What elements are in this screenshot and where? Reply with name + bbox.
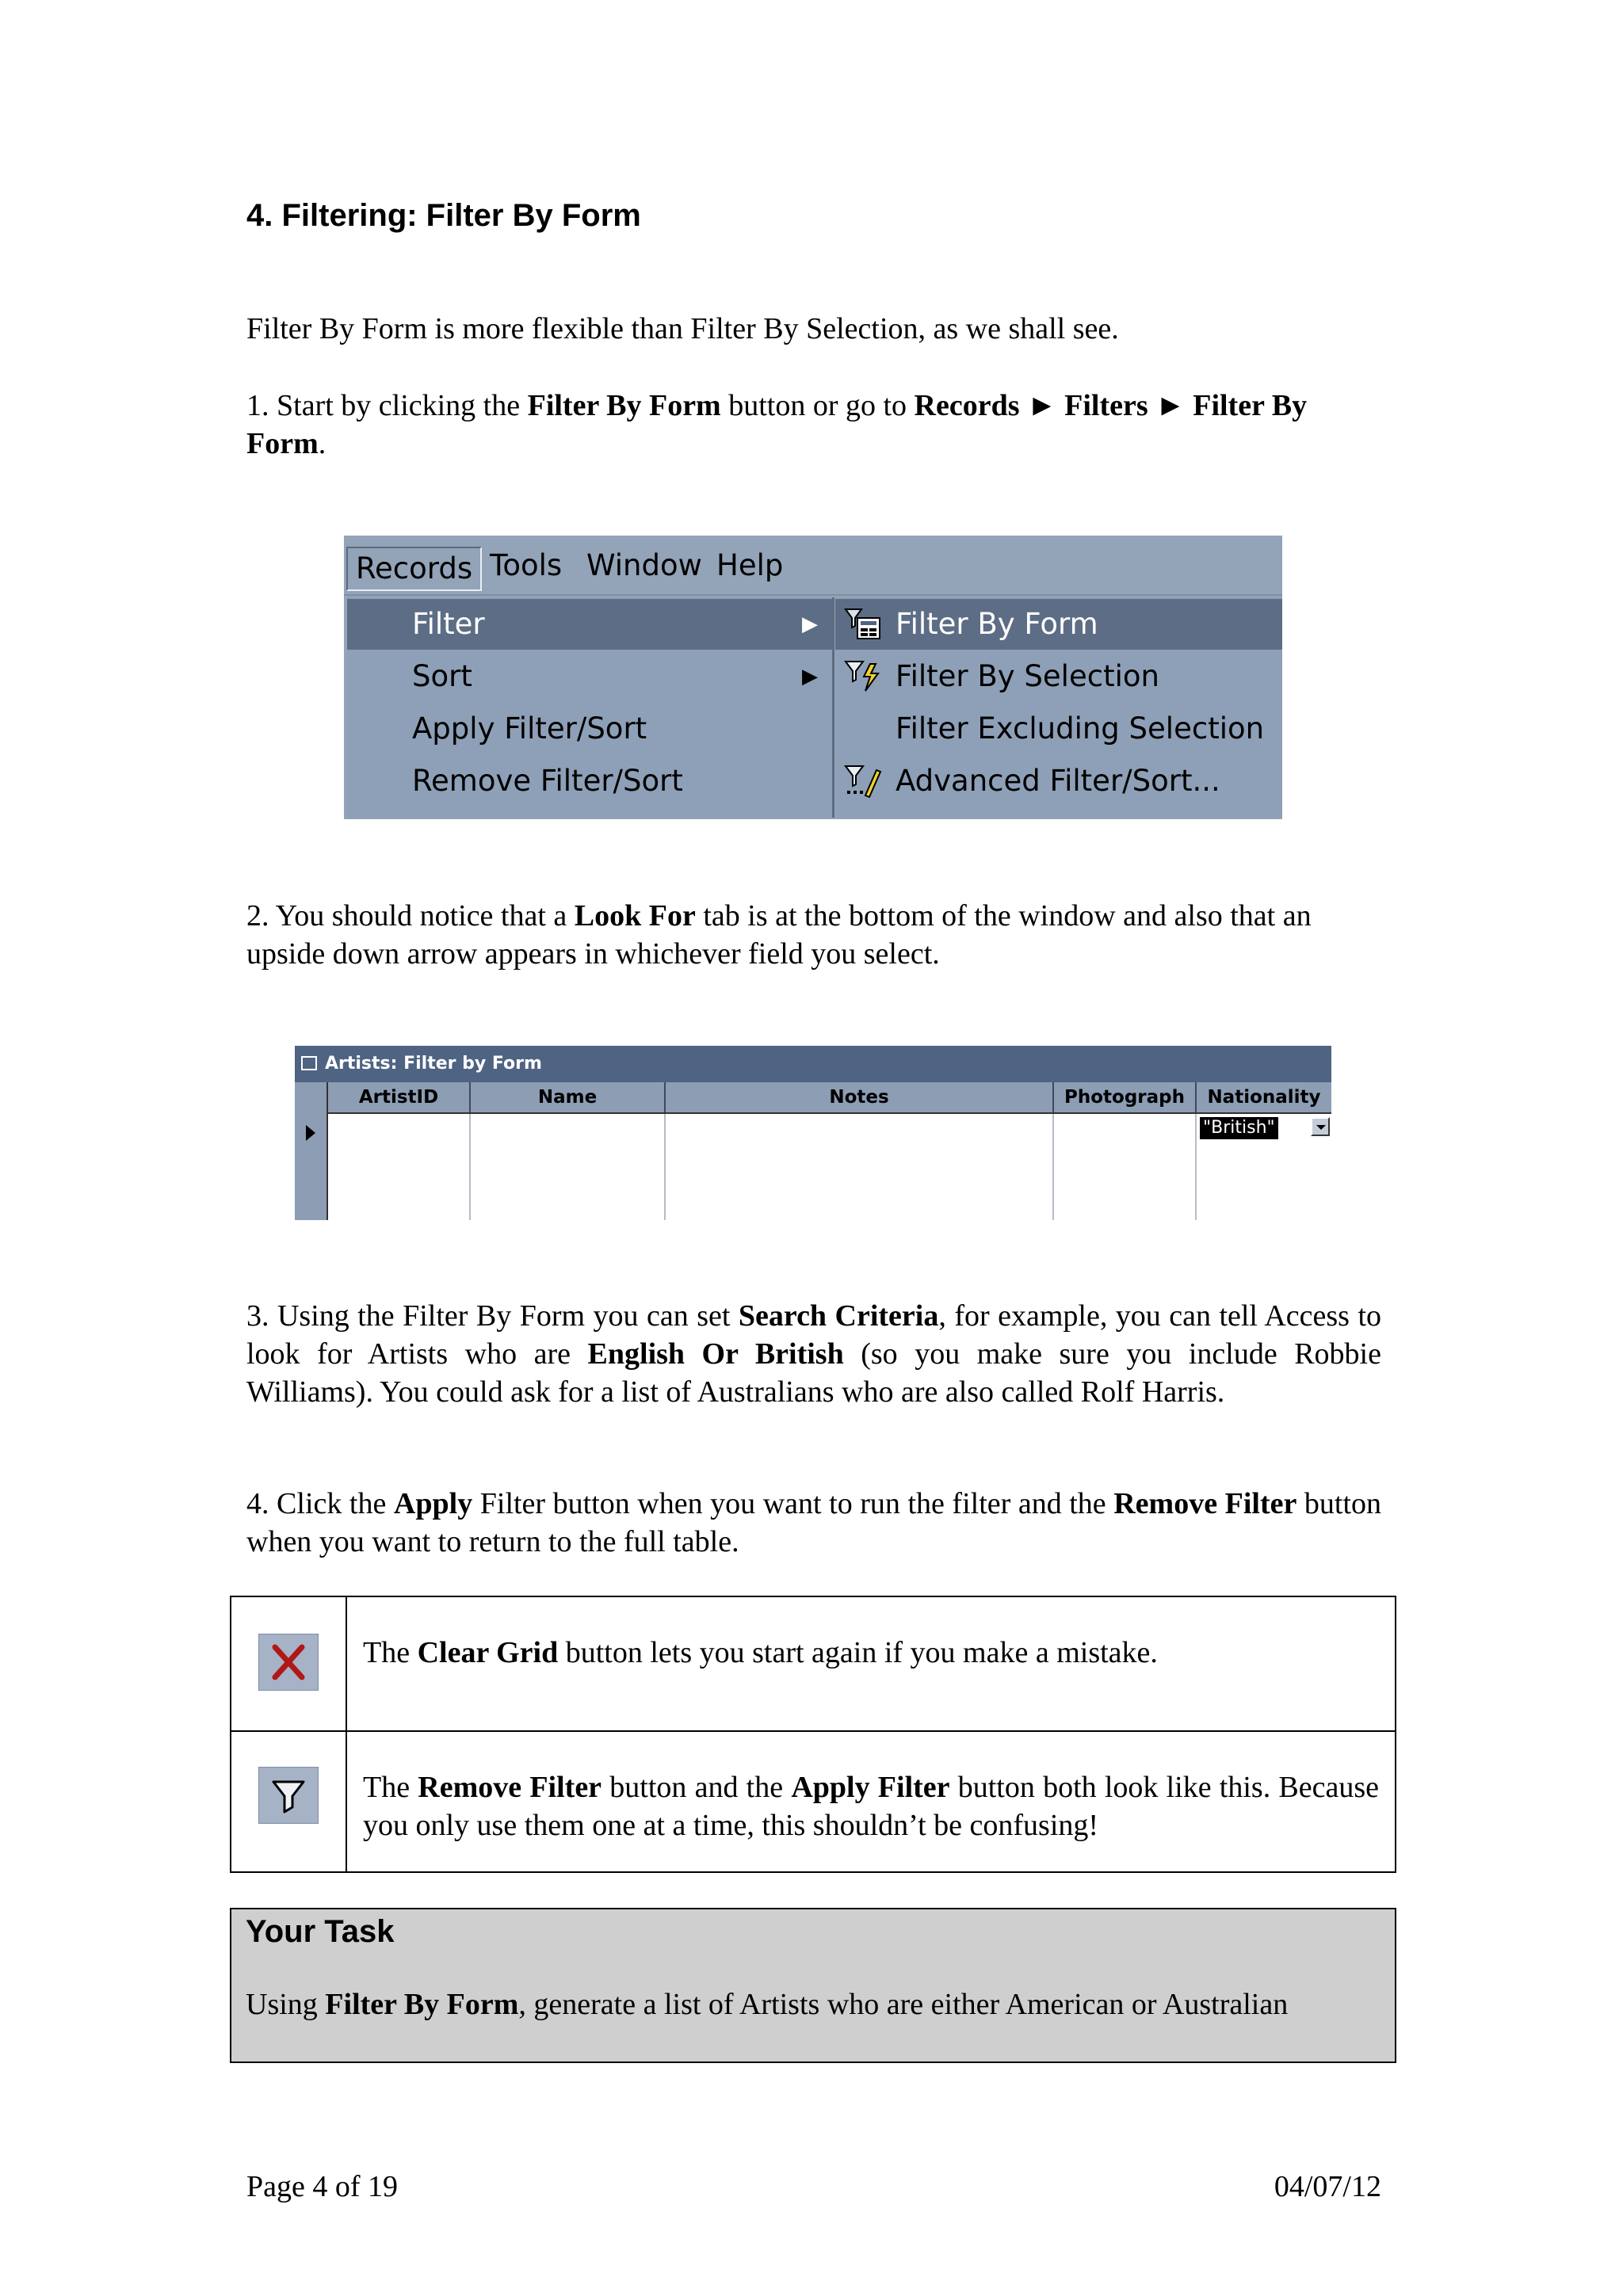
menu-item-label: Apply Filter/Sort — [412, 711, 647, 746]
column-header-name[interactable]: Name — [471, 1082, 666, 1112]
records-dropdown — [347, 597, 834, 818]
submenu-arrow-icon: ▶ — [802, 612, 818, 636]
clear-grid-description: The Clear Grid button lets you start again if you make a mistake. — [346, 1596, 1396, 1731]
grid-title-bar — [295, 1046, 1331, 1082]
menu-bar — [344, 536, 1282, 596]
submenu-arrow-icon: ▶ — [802, 665, 818, 688]
your-task-box — [230, 1908, 1396, 2063]
filter-submenu — [835, 597, 1282, 818]
cell-artistid[interactable] — [328, 1114, 471, 1220]
filter-by-form-grid-screenshot — [295, 1046, 1331, 1220]
step-4-paragraph: 4. Click the Apply Filter button when you want to run the filter and the Remove Filter button when you want to return to the full table. — [246, 1487, 1382, 1558]
table-row — [231, 1596, 1396, 1731]
column-header-notes[interactable]: Notes — [666, 1082, 1054, 1112]
page-number: Page 4 of 19 — [246, 2170, 399, 2203]
datasheet-icon — [301, 1056, 317, 1070]
cell-name[interactable] — [471, 1114, 666, 1220]
column-header-artistid[interactable]: ArtistID — [328, 1082, 471, 1112]
task-title: Your Task — [246, 1914, 395, 1949]
menu-item-label: Advanced Filter/Sort... — [896, 764, 1220, 798]
grid-title: Artists: Filter by Form — [325, 1054, 542, 1074]
table-row — [231, 1731, 1396, 1872]
menu-help[interactable]: Help — [716, 548, 784, 582]
menu-item-apply-filter-sort[interactable] — [347, 704, 832, 754]
cell-notes[interactable] — [666, 1114, 1054, 1220]
step-3-paragraph: 3. Using the Filter By Form you can set Search Criteria, for example, you can tell Access to look for Artists who are English Or British (so you make sure you include Robbie Williams). You could ask for a list of Australians who are also called Rolf Harris. — [246, 1299, 1381, 1409]
task-description: Using Filter By Form, generate a list of Artists who are either American or Australian — [246, 1988, 1289, 2021]
step-1-paragraph: 1. Start by clicking the Filter By Form button or go to Records ► Filters ► Filter By Form. — [246, 389, 1308, 460]
menu-item-label: Sort — [412, 659, 472, 693]
filter-button-description: The Remove Filter button and the Apply Filter button both look like this. Because you only use them one at a time, this shouldn’t be confusing! — [346, 1731, 1396, 1872]
clear-grid-icon — [258, 1634, 319, 1691]
cell-photograph[interactable] — [1054, 1114, 1197, 1220]
column-header-photograph[interactable]: Photograph — [1054, 1082, 1197, 1112]
nationality-criteria-value[interactable]: "British" — [1200, 1117, 1278, 1139]
column-header-nationality[interactable]: Nationality — [1207, 1087, 1321, 1108]
record-selector[interactable] — [295, 1082, 328, 1220]
menu-tools[interactable]: Tools — [490, 548, 563, 582]
section-heading: 4. Filtering: Filter By Form — [246, 198, 641, 233]
menu-window[interactable]: Window — [586, 548, 702, 582]
advanced-filter-icon — [843, 764, 883, 799]
menu-item-label: Filter Excluding Selection — [896, 711, 1265, 746]
filter-by-form-icon — [843, 607, 883, 642]
icon-cell — [231, 1731, 346, 1872]
step-2-paragraph: 2. You should notice that a Look For tab is at the bottom of the window and also that an upside down arrow appears in whichever field you select. — [246, 899, 1312, 971]
footer-date: 04/07/12 — [1274, 2170, 1381, 2203]
menu-item-filter[interactable] — [347, 599, 832, 650]
filter-by-selection-icon — [843, 659, 883, 694]
menu-item-remove-filter-sort[interactable] — [347, 756, 832, 807]
icon-cell — [231, 1596, 346, 1731]
current-row-arrow-icon — [306, 1125, 315, 1141]
menu-item-label: Filter By Selection — [896, 659, 1159, 693]
menu-records[interactable]: Records — [346, 547, 482, 591]
menu-item-filter-by-form[interactable] — [835, 599, 1282, 650]
dropdown-arrow-button[interactable] — [1311, 1117, 1330, 1136]
menu-item-label: Remove Filter/Sort — [412, 764, 683, 798]
menu-item-filter-excluding-selection[interactable] — [835, 704, 1282, 754]
menu-item-sort[interactable] — [347, 651, 832, 702]
button-explanation-table — [230, 1596, 1396, 1873]
intro-paragraph: Filter By Form is more flexible than Filter By Selection, as we shall see. — [246, 312, 1119, 345]
filter-funnel-icon — [258, 1767, 319, 1824]
menu-item-label: Filter By Form — [896, 607, 1098, 641]
records-menu-screenshot — [344, 536, 1282, 819]
menu-item-filter-by-selection[interactable] — [835, 651, 1282, 702]
menu-item-label: Filter — [412, 607, 485, 641]
menu-item-advanced-filter-sort[interactable] — [835, 756, 1282, 807]
grid-header-row — [295, 1082, 1331, 1114]
